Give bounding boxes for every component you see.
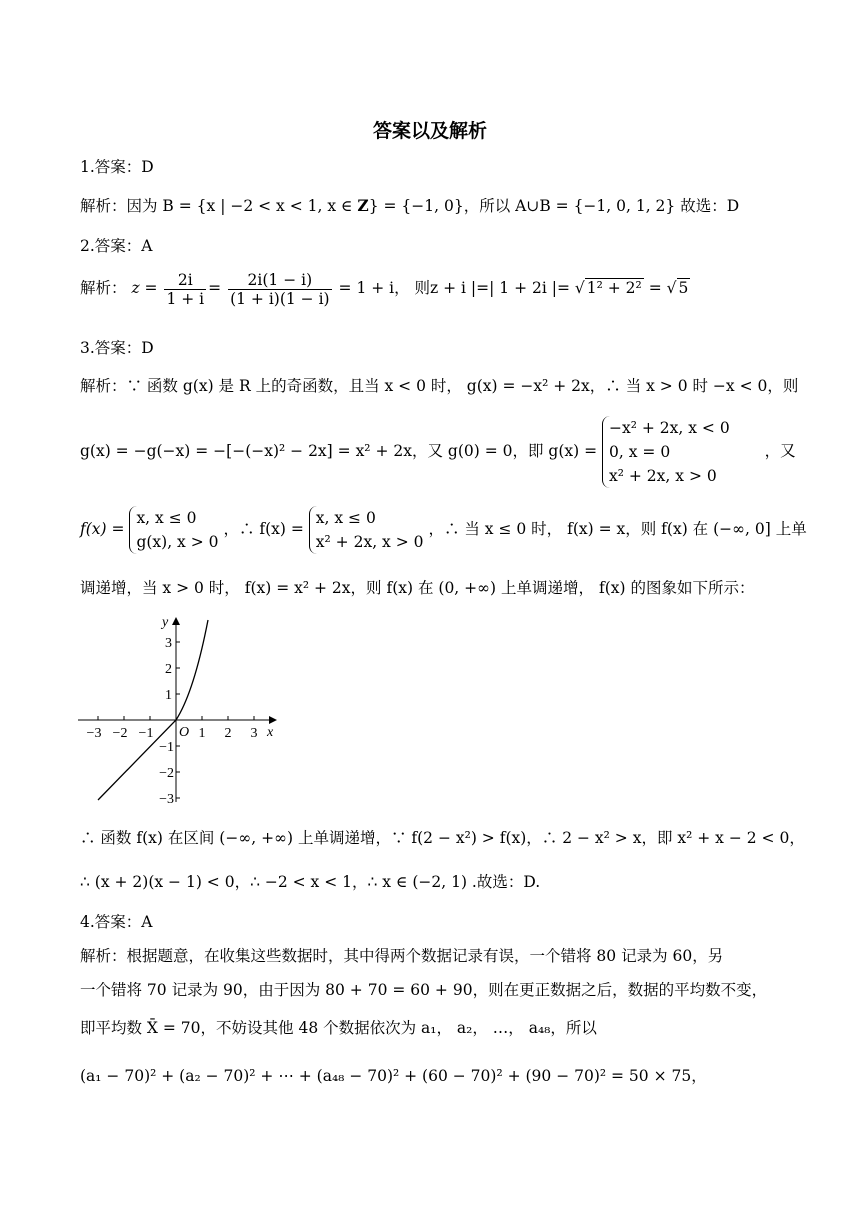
- q3-line4: 调递增，当 x > 0 时， f(x) = x² + 2x，则 f(x) 在 (0, +∞) 上单调递增， f(x) 的图象如下所示：: [80, 579, 755, 597]
- q2-sqrt-1: 1² + 2²: [586, 279, 642, 297]
- y-tick-label: 3: [165, 636, 172, 651]
- q2-f2-num: 2i(1 − i): [228, 271, 332, 290]
- x-axis-label: x: [267, 725, 274, 740]
- f2-case-2: x² + 2x, x > 0: [315, 533, 424, 551]
- q1-analysis: [80, 196, 739, 216]
- q2-sqrt-2: 5: [678, 279, 689, 297]
- q3-line3: [80, 506, 807, 554]
- q2-f1-den: 1 + i: [166, 289, 205, 308]
- origin-label: O: [179, 725, 190, 740]
- g-case-2: 0, x = 0: [609, 443, 671, 461]
- function-curve: [98, 620, 208, 800]
- f-piecewise-1: [129, 506, 218, 554]
- f-mid: ，∴ f(x) =: [223, 520, 304, 538]
- x-tick-label: −3: [86, 726, 102, 741]
- q2-z-eq: z =: [131, 279, 158, 297]
- x-tick-label: 1: [198, 726, 206, 741]
- f-case-2: g(x), x > 0: [136, 533, 219, 551]
- q2-fraction-2: [228, 271, 332, 308]
- q2-tail: = 1 + i， 则z + i |=| 1 + 2i |=: [338, 279, 575, 297]
- q2-answer: 2.答案：A: [80, 237, 153, 255]
- q2-analysis: 解析： z = $\frac{2i}{1 + i}$ = $\frac{2i(1 - i)}{(1 + i)(1 - i)}$ = 1 + i， 则z + i |=| 1 + 2i |= √ 1² + 2² = √ 5: [80, 270, 689, 308]
- g-case-3: x² + 2x, x > 0: [609, 467, 717, 485]
- x-tick-label: −1: [138, 726, 154, 741]
- f-label: f(x) =: [80, 520, 125, 538]
- y-tick-label: −3: [159, 792, 174, 807]
- q3-line3-tail: ，∴ 当 x ≤ 0 时， f(x) = x，则 f(x) 在 (−∞, 0] 上单: [428, 520, 807, 538]
- q4-line1: 解析：根据题意，在收集这些数据时，其中得两个数据记录有误，一个错将 80 记录为 60，另: [80, 947, 724, 965]
- x-tick-label: 3: [250, 726, 258, 741]
- q4-line4: (a₁ − 70)² + (a₂ − 70)² + ⋯ + (a₄₈ − 70)² + (60 − 70)² + (90 − 70)² = 50 × 75，: [80, 1067, 707, 1085]
- q2-f1-num: 2i: [164, 271, 206, 290]
- x-tick-label: 2: [224, 726, 232, 741]
- q1-analysis-a: 解析：因为 B = {x | −2 < x < 1, x ∈: [80, 197, 358, 215]
- q1-analysis-b: } = {−1, 0}，所以 A∪B = {−1, 0, 1, 2} 故选：D: [368, 197, 740, 215]
- x-tick-label: −2: [112, 726, 128, 741]
- q3-line2: [80, 416, 796, 488]
- y-axis-label: y: [162, 615, 169, 630]
- q3-line2-tail: ，又: [764, 442, 796, 460]
- function-graph: [76, 612, 286, 808]
- y-tick-label: 1: [165, 688, 172, 703]
- g-case-1: −x² + 2x, x < 0: [609, 419, 730, 437]
- q3-line5: ∴ 函数 f(x) 在区间 (−∞, +∞) 上单调递增，∵ f(2 − x²) > f(x)，∴ 2 − x² > x，即 x² + x − 2 < 0，: [80, 829, 805, 847]
- q2-eq: =: [643, 279, 667, 297]
- q1-answer: 1.答案：D: [80, 158, 154, 176]
- q1-bold-z: Z: [357, 196, 369, 215]
- q3-line1: 解析：∵ 函数 g(x) 是 R 上的奇函数，且当 x < 0 时， g(x) = −x² + 2x，∴ 当 x > 0 时 −x < 0，则: [80, 377, 799, 395]
- q4-line2: 一个错将 70 记录为 90，由于因为 80 + 70 = 60 + 90，则在更正数据之后，数据的平均数不变，: [80, 981, 768, 999]
- q4-answer: 4.答案：A: [80, 913, 153, 931]
- f-piecewise-2: [309, 506, 424, 554]
- q4-line3: 即平均数 X̄ = 70，不妨设其他 48 个数据依次为 a₁， a₂， …， a₄₈，所以: [80, 1019, 597, 1037]
- q2-f2-den: (1 + i)(1 − i): [230, 289, 330, 308]
- q3-answer: 3.答案：D: [80, 339, 154, 357]
- y-tick-label: −2: [159, 766, 174, 781]
- f2-case-1: x, x ≤ 0: [315, 509, 376, 527]
- q3-line6: ∴ (x + 2)(x − 1) < 0，∴ −2 < x < 1，∴ x ∈ (−2, 1) .故选：D.: [80, 873, 541, 891]
- q2-prefix: 解析：: [80, 279, 127, 297]
- q2-fraction-1: [164, 271, 206, 308]
- y-tick-label: −1: [159, 740, 174, 755]
- q3-line2-text: g(x) = −g(−x) = −[−(−x)² − 2x] = x² + 2x，又 g(0) = 0，即 g(x) =: [80, 442, 598, 460]
- g-piecewise: [602, 416, 730, 488]
- f-case-1: x, x ≤ 0: [136, 509, 197, 527]
- y-tick-label: 2: [165, 662, 172, 677]
- page-title: 答案以及解析: [372, 120, 487, 142]
